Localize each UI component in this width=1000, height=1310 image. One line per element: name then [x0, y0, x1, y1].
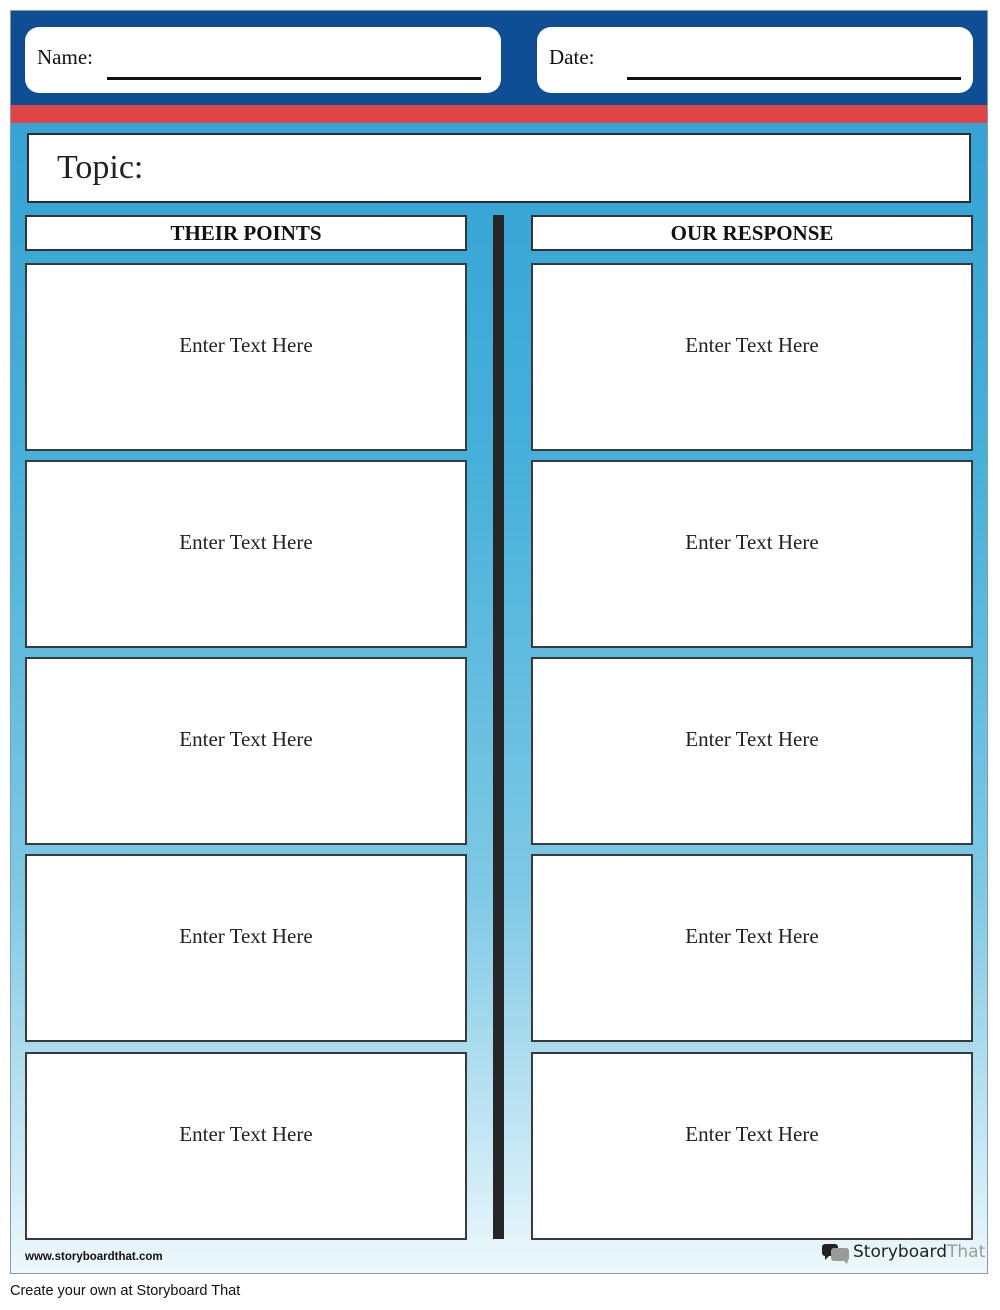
site-url: www.storyboardthat.com — [25, 1251, 163, 1263]
cell-text: Enter Text Here — [685, 924, 819, 948]
their-point-cell-1[interactable] — [25, 263, 467, 451]
date-label: Date: — [549, 45, 595, 69]
worksheet — [10, 10, 988, 1274]
cell-text: Enter Text Here — [179, 1122, 313, 1146]
logo-wordmark: StoryboardThat — [853, 1242, 986, 1262]
our-response-cell-4[interactable] — [531, 854, 973, 1042]
column-divider — [493, 215, 504, 1239]
date-underline — [627, 77, 961, 80]
our-response-heading: OUR RESPONSE — [531, 215, 973, 251]
their-point-cell-5[interactable] — [25, 1052, 467, 1240]
our-response-cell-1[interactable] — [531, 263, 973, 451]
footer-caption: Create your own at Storyboard That — [10, 1283, 241, 1299]
their-point-cell-3[interactable] — [25, 657, 467, 845]
our-response-cell-2[interactable] — [531, 460, 973, 648]
topic-box[interactable] — [27, 133, 971, 203]
cell-text: Enter Text Here — [685, 1122, 819, 1146]
cell-text: Enter Text Here — [179, 530, 313, 554]
topic-label: Topic: — [57, 149, 144, 186]
cell-text: Enter Text Here — [685, 530, 819, 554]
cell-text: Enter Text Here — [179, 333, 313, 357]
date-field[interactable] — [537, 27, 973, 93]
their-point-cell-2[interactable] — [25, 460, 467, 648]
name-label: Name: — [37, 45, 93, 69]
accent-bar — [11, 105, 987, 123]
name-field[interactable] — [25, 27, 501, 93]
cell-text: Enter Text Here — [179, 924, 313, 948]
their-points-heading: THEIR POINTS — [25, 215, 467, 251]
our-response-cell-5[interactable] — [531, 1052, 973, 1240]
speech-bubbles-icon — [821, 1243, 851, 1270]
our-response-cell-3[interactable] — [531, 657, 973, 845]
cell-text: Enter Text Here — [179, 727, 313, 751]
cell-text: Enter Text Here — [685, 333, 819, 357]
their-point-cell-4[interactable] — [25, 854, 467, 1042]
name-underline — [107, 77, 481, 80]
header-band — [11, 11, 987, 105]
cell-text: Enter Text Here — [685, 727, 819, 751]
